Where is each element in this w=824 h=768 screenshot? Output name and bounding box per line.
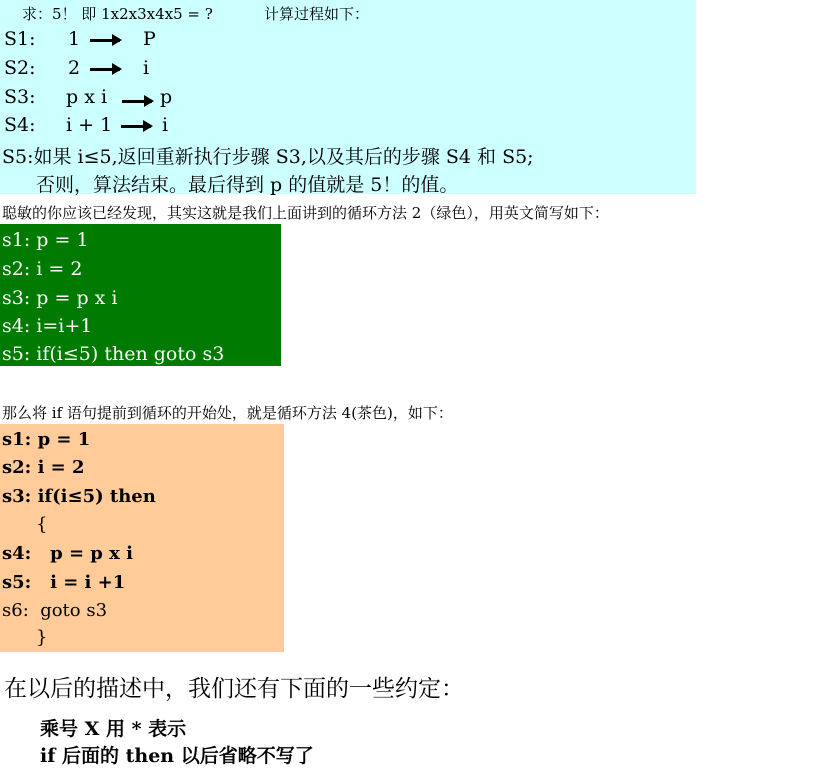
note-tan-method: 那么将 if 语句提前到循环的开始处，就是循环方法 4(茶色)，如下： xyxy=(2,404,453,422)
arrow-icon xyxy=(90,68,120,71)
arrow-icon xyxy=(121,125,151,128)
step-label: S4: xyxy=(4,114,36,136)
step-target: i xyxy=(162,114,169,136)
step-target: p xyxy=(160,86,173,108)
code-brace-open: { xyxy=(36,514,48,535)
code-line: s6: goto s3 xyxy=(2,600,108,621)
step-row xyxy=(2,114,302,140)
step-target: P xyxy=(143,28,156,50)
problem-statement: 求：5！ 即 1x2x3x4x5 = ? xyxy=(22,5,213,23)
green-code-panel xyxy=(0,224,281,366)
code-line: s3: if(i≤5) then xyxy=(2,486,156,507)
step-value: p x i xyxy=(66,86,108,108)
code-line: s3: p = p x i xyxy=(2,287,118,309)
code-line: s2: i = 2 xyxy=(2,457,85,478)
step5-condition: S5:如果 i≤5,返回重新执行步骤 S3,以及其后的步骤 S4 和 S5; xyxy=(2,146,534,168)
step-label: S2: xyxy=(4,57,36,79)
step-row xyxy=(2,57,302,83)
step-label: S1: xyxy=(4,28,36,50)
note-green-method: 聪敏的你应该已经发现，其实这就是我们上面讲到的循环方法 2（绿色），用英文简写如下： xyxy=(2,204,609,222)
arrow-icon xyxy=(122,100,152,103)
code-line: s4: i=i+1 xyxy=(2,315,93,337)
step-value: 2 xyxy=(68,57,81,79)
step-row xyxy=(2,28,302,54)
code-line: s5: i = i +1 xyxy=(2,572,126,593)
arrow-icon xyxy=(90,39,120,42)
algorithm-steps-panel xyxy=(0,0,696,194)
step5-else: 否则，算法结束。最后得到 p 的值就是 5！的值。 xyxy=(36,174,459,196)
code-line: s2: i = 2 xyxy=(2,258,83,280)
step-label: S3: xyxy=(4,86,36,108)
code-line: s1: p = 1 xyxy=(2,429,91,450)
step-target: i xyxy=(143,57,150,79)
conventions-title: 在以后的描述中，我们还有下面的一些约定： xyxy=(4,676,464,702)
convention-item: 乘号 X 用 * 表示 xyxy=(40,718,187,740)
code-brace-close: } xyxy=(36,627,48,648)
step-row xyxy=(2,86,302,112)
process-heading: 计算过程如下： xyxy=(264,5,370,23)
code-line: s5: if(i≤5) then goto s3 xyxy=(2,343,225,365)
step-value: 1 xyxy=(68,28,81,50)
code-line: s1: p = 1 xyxy=(2,229,89,251)
code-line: s4: p = p x i xyxy=(2,543,133,564)
tan-code-panel xyxy=(0,424,284,652)
step-value: i + 1 xyxy=(66,114,113,136)
convention-item: if 后面的 then 以后省略不写了 xyxy=(40,745,314,767)
